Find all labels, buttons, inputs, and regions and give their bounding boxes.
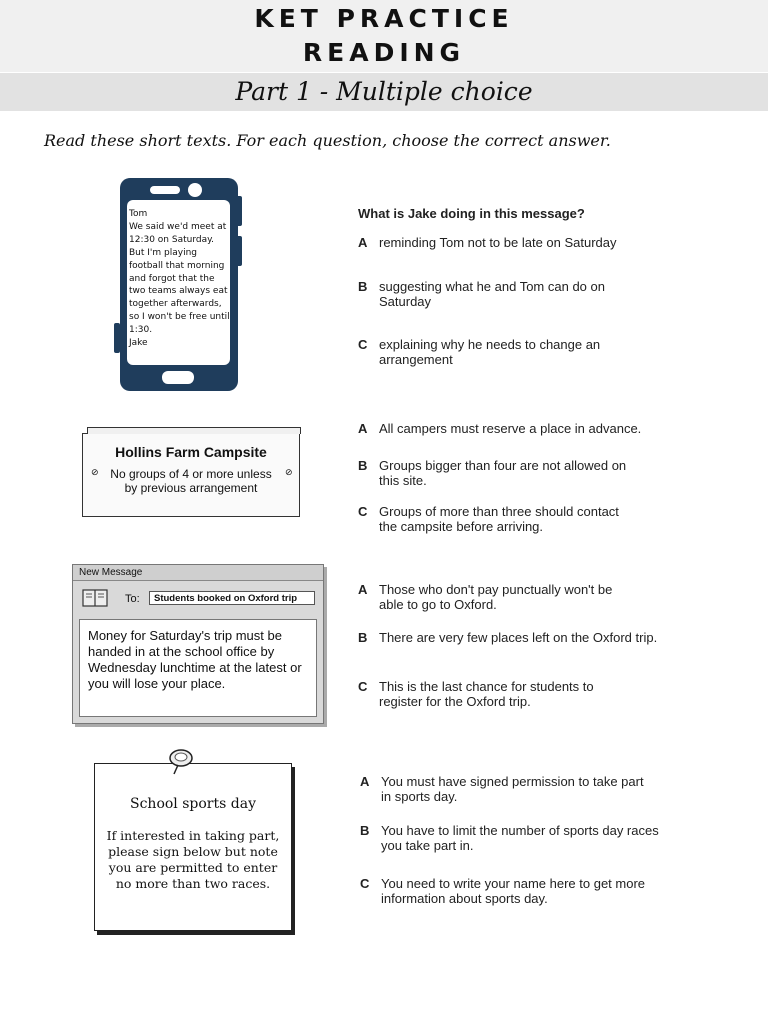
window-title: New Message (73, 565, 323, 581)
phone-illustration (120, 178, 238, 391)
option-letter: A (358, 582, 368, 597)
option-text: You must have signed permission to take part in sports day. (381, 774, 644, 804)
option-letter: A (358, 235, 368, 250)
option-text: Those who don't pay punctually won't be able to go to Oxford. (379, 582, 613, 612)
option-letter: B (358, 279, 368, 294)
phone-side-button (236, 236, 242, 266)
to-field: Students booked on Oxford trip (149, 591, 315, 605)
message-window (72, 564, 324, 724)
option-text: You have to limit the number of sports day races you take part in. (381, 823, 659, 853)
option-text: You need to write your name here to get more information about sports day. (381, 876, 646, 906)
option-text: reminding Tom not to be late on Saturday (379, 235, 617, 250)
page-header (0, 0, 768, 72)
question-1-text: What is Jake doing in this message? (358, 206, 585, 221)
sign-body: No groups of 4 or more unless by previous arrangement (110, 467, 272, 495)
option-letter: C (358, 504, 368, 519)
option-text: All campers must reserve a place in advance. (379, 421, 642, 436)
section-subtitle: Part 1 - Multiple choice (0, 73, 768, 111)
phone-screen (127, 200, 230, 365)
option-letter: B (358, 458, 368, 473)
option-letter: A (358, 421, 368, 436)
screw-icon: ⊘ (285, 468, 293, 478)
notice-title: School sports day (130, 796, 256, 812)
page-title-line1: KET PRACTICE (254, 4, 514, 33)
campsite-sign (82, 433, 300, 517)
message-body: Money for Saturday's trip must be handed in at the school office by Wednesday lunchtime at the latest or you will lose your place. (79, 619, 317, 717)
option-text: suggesting what he and Tom can do on Saturday (379, 279, 605, 309)
notice-paper (94, 763, 292, 931)
instructions-text: Read these short texts. For each question, choose the correct answer. (44, 131, 611, 150)
sign-title: Hollins Farm Campsite (115, 444, 267, 460)
pushpin-icon (166, 749, 196, 775)
phone-message-text: Tom We said we'd meet at 12:30 on Saturday. But I'm playing football that morning and forgot that the two teams always eat together afterwards, so I won't be free until 1:30. Jake (129, 209, 230, 349)
phone-side-button (236, 196, 242, 226)
option-letter: C (360, 876, 370, 891)
notice-body: If interested in taking part, please sign below but note you are permitted to enter no more than two races. (106, 828, 280, 891)
option-text: There are very few places left on the Oxford trip. (379, 630, 658, 645)
option-text: Groups of more than three should contact the campsite before arriving. (379, 504, 619, 534)
option-letter: B (358, 630, 368, 645)
screw-icon: ⊘ (91, 468, 99, 478)
option-letter: C (358, 337, 368, 352)
option-text: Groups bigger than four are not allowed on this site. (379, 458, 627, 488)
option-letter: C (358, 679, 368, 694)
phone-camera (188, 183, 202, 197)
option-letter: B (360, 823, 370, 838)
option-text: This is the last chance for students to register for the Oxford trip. (379, 679, 594, 709)
sports-day-notice (84, 755, 304, 940)
option-letter: A (360, 774, 370, 789)
address-book-icon (82, 589, 108, 607)
question-1 (358, 206, 678, 367)
phone-speaker (150, 186, 180, 194)
to-label: To: (125, 593, 140, 605)
page-title-line2: READING (302, 38, 466, 67)
phone-side-button (114, 323, 120, 353)
option-text: explaining why he needs to change an arrangement (379, 337, 601, 367)
sign-top-edge (87, 427, 301, 434)
phone-home-button (162, 371, 194, 384)
